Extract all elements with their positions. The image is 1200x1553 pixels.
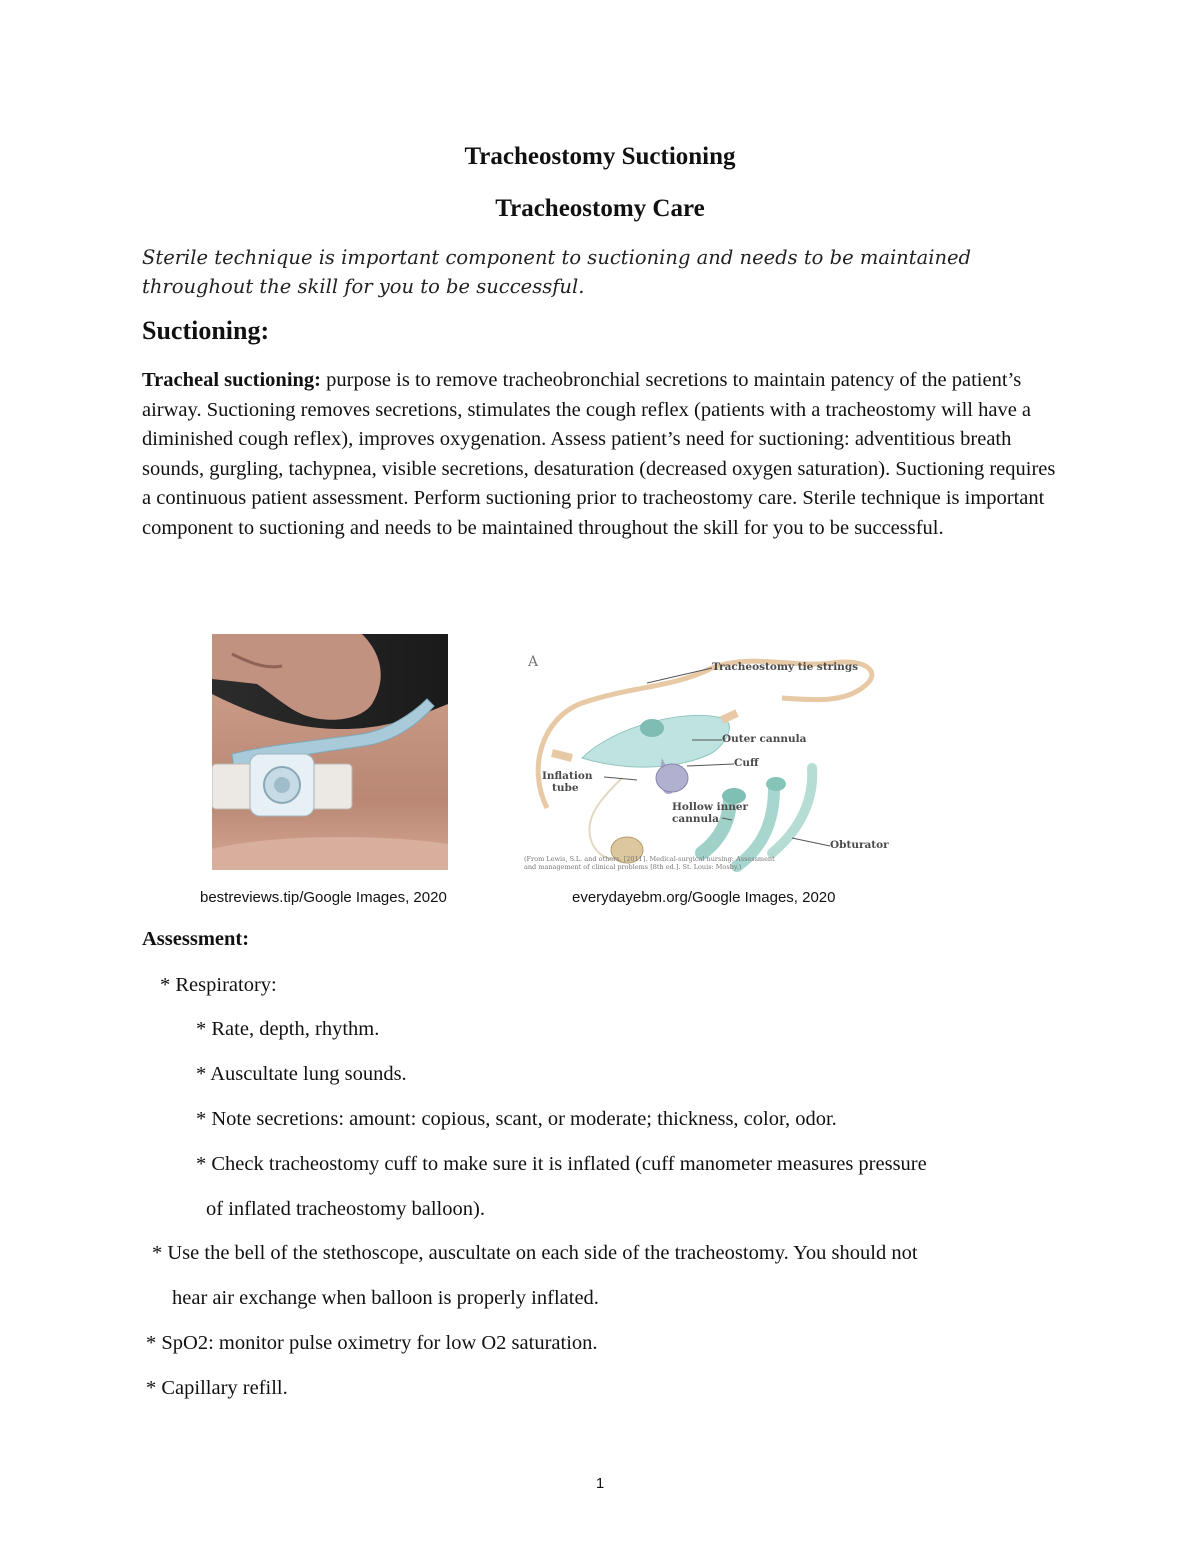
label-inflation-tube-1: Inflation	[542, 770, 593, 782]
diagram-source-line-2: and management of clinical problems [8th ed.]. St. Louis: Mosby.)	[524, 863, 742, 871]
label-outer-cannula: Outer cannula	[722, 733, 807, 745]
tracheostomy-photo	[212, 634, 448, 870]
section-heading-suctioning: Suctioning:	[142, 316, 270, 345]
diagram-panel-label: A	[528, 654, 539, 670]
list-item: * Rate, depth, rhythm.	[196, 1018, 380, 1040]
intro-note: Sterile technique is important component to suctioning and needs to be maintained throughout the skill for you to be successful.	[142, 246, 972, 298]
paragraph-lead: Tracheal suctioning:	[142, 369, 321, 391]
suctioning-paragraph	[142, 366, 1062, 543]
label-tie-strings: Tracheostomy tie strings	[712, 661, 859, 673]
page-number: 1	[595, 1475, 605, 1492]
document-title: Tracheostomy Suctioning	[464, 143, 736, 170]
label-hollow-inner-2: cannula	[672, 813, 719, 825]
tracheostomy-diagram	[522, 648, 896, 876]
list-item: * Check tracheostomy cuff to make sure it is inflated (cuff manometer measures pressure	[196, 1153, 927, 1175]
label-cuff: Cuff	[734, 757, 759, 769]
assessment-heading: Assessment:	[142, 928, 250, 950]
document-subtitle: Tracheostomy Care	[495, 195, 705, 222]
list-item: * Auscultate lung sounds.	[196, 1063, 407, 1085]
list-item: * SpO2: monitor pulse oximetry for low O2 saturation.	[146, 1332, 598, 1354]
list-item: hear air exchange when balloon is properly inflated.	[172, 1287, 599, 1309]
diagram-caption: everydayebm.org/Google Images, 2020	[572, 889, 836, 906]
label-obturator: Obturator	[830, 839, 889, 851]
list-item: * Note secretions: amount: copious, scant, or moderate; thickness, color, odor.	[196, 1108, 837, 1130]
label-hollow-inner-1: Hollow inner	[672, 801, 749, 813]
list-item: * Capillary refill.	[146, 1377, 288, 1399]
list-item: * Use the bell of the stethoscope, auscultate on each side of the tracheostomy. You should not	[152, 1242, 918, 1264]
label-inflation-tube-2: tube	[552, 782, 579, 794]
paragraph-body: purpose is to remove tracheobronchial secretions to maintain patency of the patient’s airway. Suctioning removes secretions, stimulates the cough reflex (patients with a tracheostomy will have a diminished cough reflex), improves oxygenation. Assess patient’s need for suctioning: adventitious breath sounds, gurgling, tachypnea, visible secretions, desaturation (decreased oxygen saturation). Suctioning requires a continuous patient assessment. Perform suctioning prior to tracheostomy care. Sterile technique is important component to suctioning and needs to be maintained throughout the skill for you to be successful.	[142, 369, 1056, 539]
list-item: of inflated tracheostomy balloon).	[206, 1198, 485, 1220]
photo-caption: bestreviews.tip/Google Images, 2020	[200, 889, 447, 906]
diagram-source-line-1: (From Lewis, S.L. and others. [2011]. Medical-surgical nursing: Assessment	[524, 855, 775, 863]
list-item: * Respiratory:	[160, 974, 277, 996]
